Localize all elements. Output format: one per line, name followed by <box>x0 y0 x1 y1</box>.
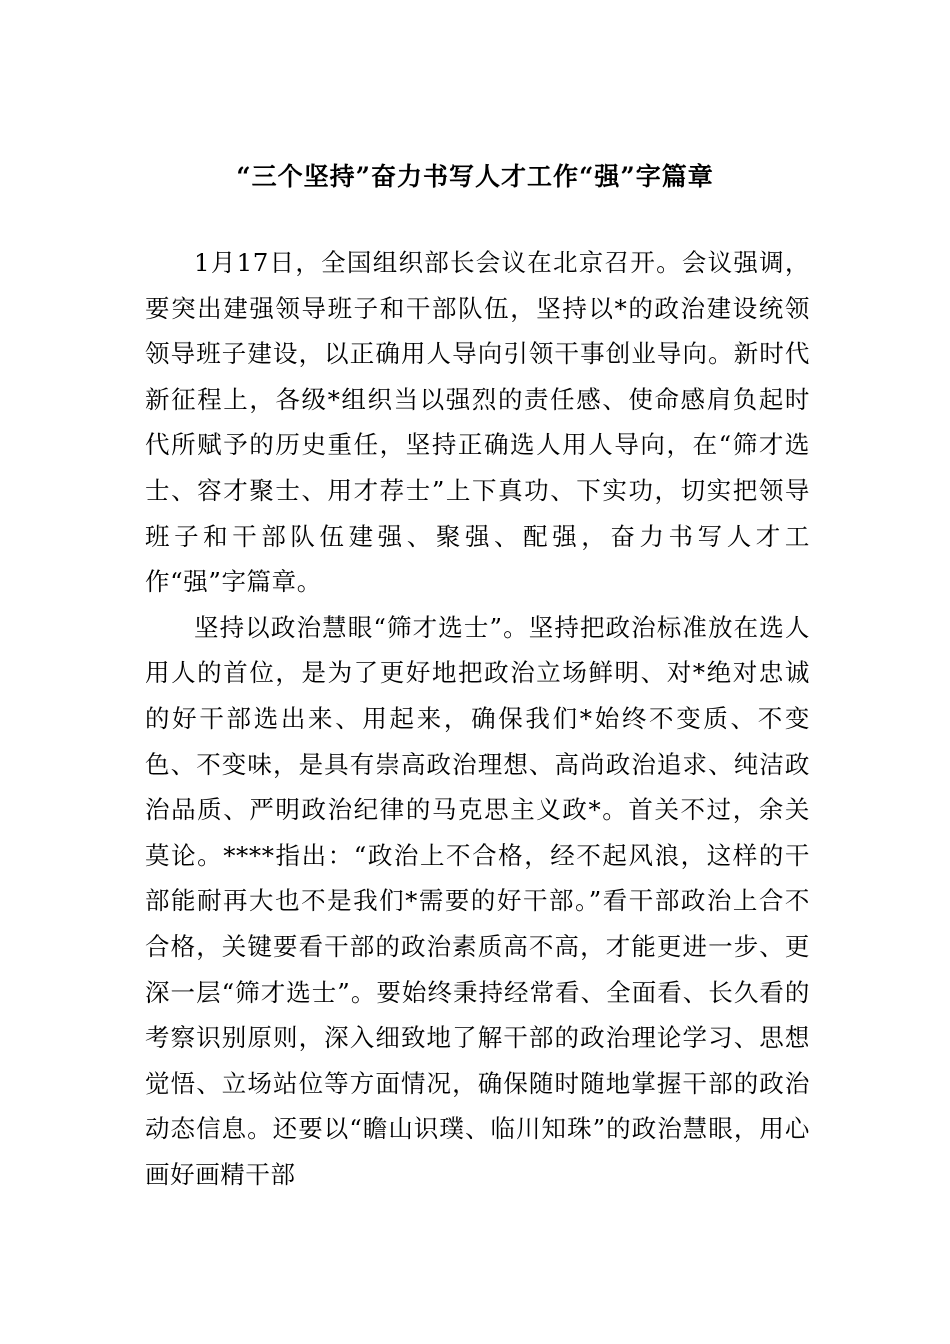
paragraph-2: 坚持以政治慧眼“筛才选士”。坚持把政治标准放在选人用人的首位，是为了更好地把政治立场鲜明、对*绝对忠诚的好干部选出来、用起来，确保我们*始终不变质、不变色、不变味，是具有崇高政治理想、高尚政治追求、纯洁政治品质、严明政治纪律的马克思主义政*。首关不过，余关莫论。****指出：“政治上不合格，经不起风浪，这样的干部能耐再大也不是我们*需要的好干部。”看干部政治上合不合格，关键要看干部的政治素质高不高，才能更进一步、更深一层“筛才选士”。要始终秉持经常看、全面看、长久看的考察识别原则，深入细致地了解干部的政治理论学习、思想觉悟、立场站位等方面情况，确保随时随地掌握干部的政治动态信息。还要以“瞻山识璞、临川知珠”的政治慧眼，用心画好画精干部 <box>145 612 810 1189</box>
document-body <box>145 240 810 1197</box>
document-title: “三个坚持”奋力书写人才工作“强”字篇章 <box>236 162 714 191</box>
paragraph-1: 1月17日，全国组织部长会议在北京召开。会议强调，要突出建强领导班子和干部队伍，坚持以*的政治建设统领领导班子建设，以正确用人导向引领干事创业导向。新时代新征程上，各级*组织当以强烈的责任感、使命感肩负起时代所赋予的历史重任，坚持正确选人用人导向，在“筛才选士、容才聚士、用才荐士”上下真功、下实功，切实把领导班子和干部队伍建强、聚强、配强，奋力书写人才工作“强”字篇章。 <box>145 248 810 597</box>
